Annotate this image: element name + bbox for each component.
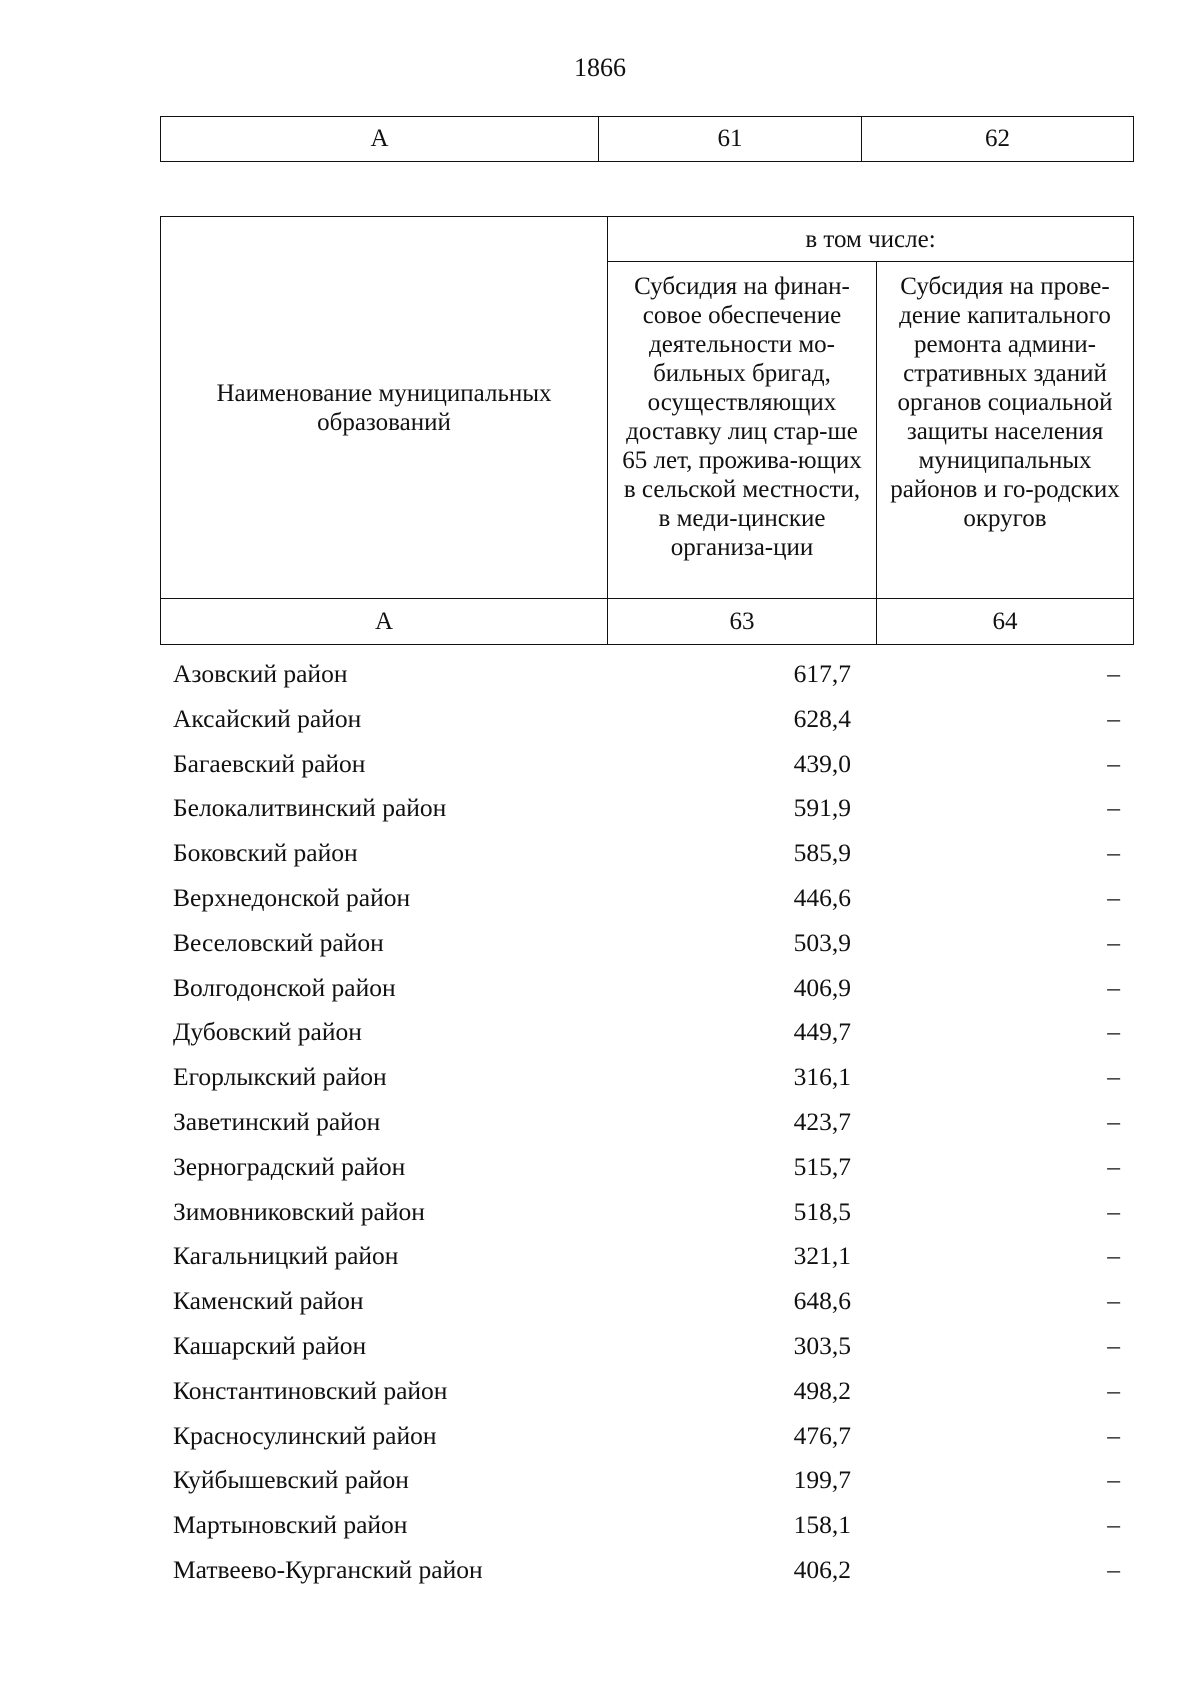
table-row xyxy=(160,876,1134,921)
value-col-63: 498,2 xyxy=(793,1375,851,1405)
municipality-name: Багаевский район xyxy=(173,748,366,778)
table-row xyxy=(160,831,1134,876)
value-col-64: – xyxy=(1107,1286,1120,1316)
column-63-header: Субсидия на финан-совое обеспечение деятельности мо-бильных бригад, осуществляющих доставку лиц стар-ше 65 лет, прожива-ющих в сельской местности, в меди-цинские организа-ции xyxy=(608,262,877,599)
value-col-64: – xyxy=(1107,882,1120,912)
including-group-header: в том числе: xyxy=(608,217,1134,262)
prev-col-62: 62 xyxy=(862,117,1134,162)
table-row xyxy=(160,921,1134,966)
table-row xyxy=(160,1324,1134,1369)
value-col-64: – xyxy=(1107,1241,1120,1271)
value-col-63: 503,9 xyxy=(793,927,851,957)
table-row xyxy=(160,1055,1134,1100)
value-col-64: – xyxy=(1107,1375,1120,1405)
municipality-name: Кагальницкий район xyxy=(173,1241,399,1271)
value-col-64: – xyxy=(1107,927,1120,957)
municipality-name: Зимовниковский район xyxy=(173,1196,425,1226)
municipality-name: Константиновский район xyxy=(173,1375,448,1405)
table-row xyxy=(160,966,1134,1011)
table-row xyxy=(160,1414,1134,1459)
value-col-64: – xyxy=(1107,1151,1120,1181)
value-col-63: 199,7 xyxy=(793,1465,851,1495)
table-row xyxy=(160,742,1134,787)
value-col-64: – xyxy=(1107,1330,1120,1360)
value-col-64: – xyxy=(1107,659,1120,688)
value-col-63: 449,7 xyxy=(793,1017,851,1047)
value-col-63: 518,5 xyxy=(793,1196,851,1226)
table-row xyxy=(160,1548,1134,1593)
municipality-name: Егорлыкский район xyxy=(173,1062,387,1092)
value-col-63: 439,0 xyxy=(793,748,851,778)
value-col-64: – xyxy=(1107,838,1120,868)
value-col-63: 515,7 xyxy=(793,1151,851,1181)
municipality-name: Матвеево-Курганский район xyxy=(173,1554,483,1584)
municipality-name-column-header: Наименование муниципальных образований xyxy=(161,217,608,599)
value-col-64: – xyxy=(1107,748,1120,778)
value-col-64: – xyxy=(1107,1062,1120,1092)
table-row xyxy=(160,1100,1134,1145)
value-col-64: – xyxy=(1107,1510,1120,1540)
municipality-name: Заветинский район xyxy=(173,1106,381,1136)
value-col-63: 617,7 xyxy=(793,659,851,688)
municipality-name: Дубовский район xyxy=(173,1017,362,1047)
table-row xyxy=(160,1503,1134,1548)
value-col-63: 303,5 xyxy=(793,1330,851,1360)
municipality-name: Мартыновский район xyxy=(173,1510,408,1540)
value-col-64: – xyxy=(1107,1420,1120,1450)
municipality-name: Верхнедонской район xyxy=(173,882,411,912)
prev-col-61: 61 xyxy=(599,117,862,162)
value-col-64: – xyxy=(1107,793,1120,823)
value-col-63: 591,9 xyxy=(793,793,851,823)
municipality-name: Веселовский район xyxy=(173,927,384,957)
value-col-63: 406,9 xyxy=(793,972,851,1002)
value-col-64: – xyxy=(1107,972,1120,1002)
table-header xyxy=(160,216,1134,645)
municipality-name: Волгодонской район xyxy=(173,972,396,1002)
municipality-name: Зерноградский район xyxy=(173,1151,406,1181)
municipality-name: Красносулинский район xyxy=(173,1420,437,1450)
value-col-64: – xyxy=(1107,1465,1120,1495)
municipality-name: Белокалитвинский район xyxy=(173,793,447,823)
value-col-63: 476,7 xyxy=(793,1420,851,1450)
code-63: 63 xyxy=(608,599,877,645)
table-row xyxy=(160,1145,1134,1190)
previous-table-header xyxy=(160,116,1134,162)
page-number: 1866 xyxy=(574,53,626,82)
municipality-name: Боковский район xyxy=(173,838,358,868)
value-col-63: 406,2 xyxy=(793,1554,851,1584)
municipality-name: Куйбышевский район xyxy=(173,1465,409,1495)
value-col-64: – xyxy=(1107,1554,1120,1584)
municipality-name: Азовский район xyxy=(173,659,348,688)
municipality-name: Каменский район xyxy=(173,1286,364,1316)
municipality-name: Кашарский район xyxy=(173,1330,367,1360)
municipality-name: Аксайский район xyxy=(173,703,362,733)
code-a: А xyxy=(161,599,608,645)
value-col-63: 446,6 xyxy=(793,882,851,912)
value-col-63: 316,1 xyxy=(793,1062,851,1092)
table-row xyxy=(160,1010,1134,1055)
table-row xyxy=(160,697,1134,742)
prev-col-a: А xyxy=(161,117,599,162)
code-64: 64 xyxy=(877,599,1134,645)
value-col-64: – xyxy=(1107,1196,1120,1226)
table-row xyxy=(160,786,1134,831)
table-row xyxy=(160,1369,1134,1414)
value-col-63: 628,4 xyxy=(793,703,851,733)
table-row xyxy=(160,1458,1134,1503)
value-col-64: – xyxy=(1107,1017,1120,1047)
value-col-63: 423,7 xyxy=(793,1106,851,1136)
table-row xyxy=(160,652,1134,697)
value-col-64: – xyxy=(1107,1106,1120,1136)
table-row xyxy=(160,1279,1134,1324)
value-col-64: – xyxy=(1107,703,1120,733)
value-col-63: 648,6 xyxy=(793,1286,851,1316)
value-col-63: 585,9 xyxy=(793,838,851,868)
column-64-header: Субсидия на прове-дение капитального ремонта админи-стративных зданий органов социальной защиты населения муниципальных районов и го-родских округов xyxy=(877,262,1134,599)
data-rows xyxy=(160,652,1134,1593)
table-row xyxy=(160,1234,1134,1279)
value-col-63: 321,1 xyxy=(793,1241,851,1271)
value-col-63: 158,1 xyxy=(793,1510,851,1540)
table-row xyxy=(160,1190,1134,1235)
